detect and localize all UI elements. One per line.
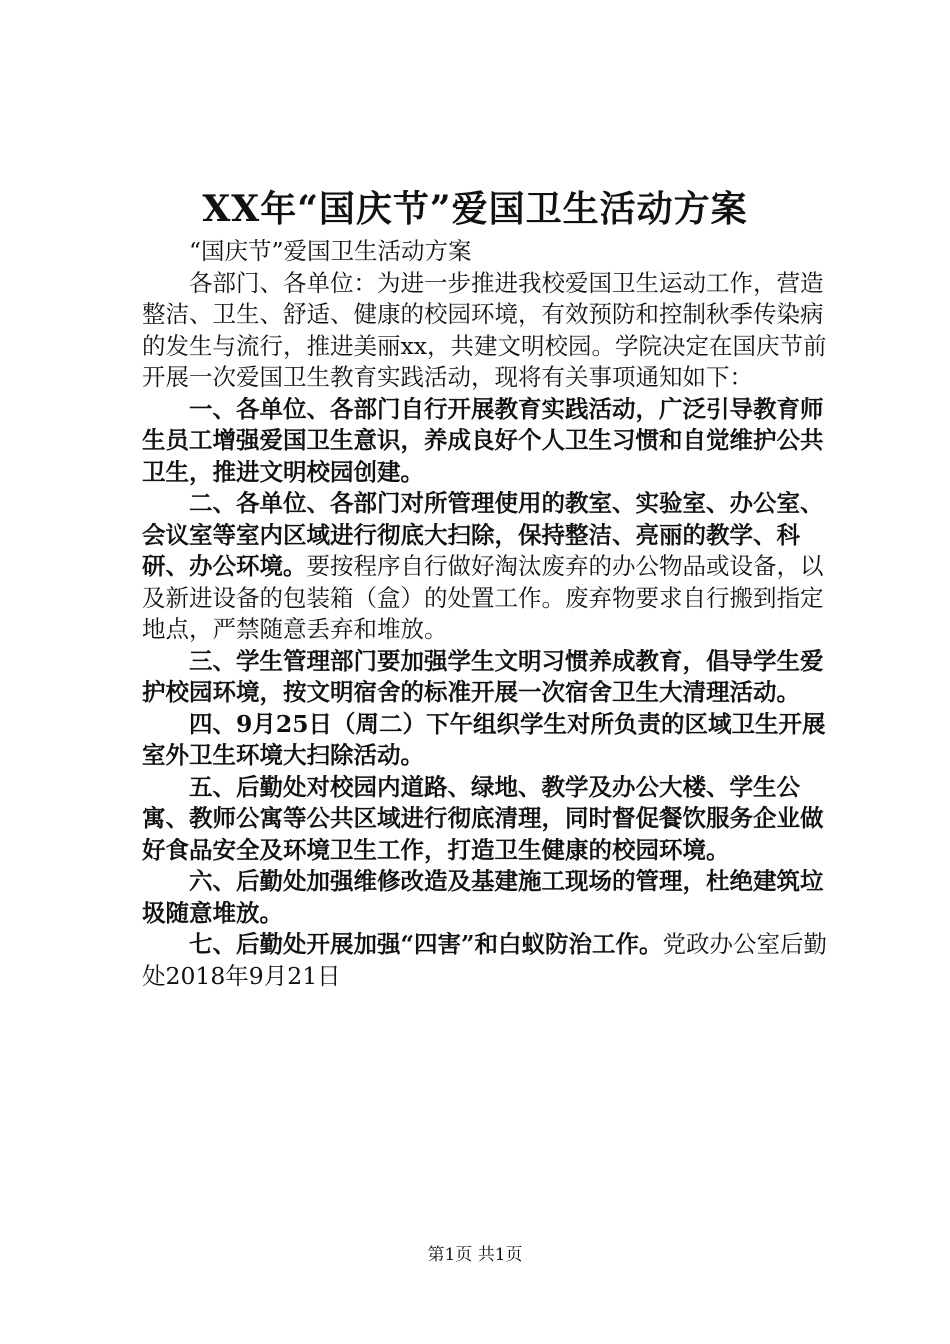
item-2-main-text: 二、各单位、各部门对所管理使用的教室、实验室、办公室、会议室等室内区域进行彻底大扫除，保持整洁、亮丽的教学、科研、办公环境。: [142, 489, 824, 580]
signature-text: 党政办公室后勤处2018年9月21日: [142, 930, 828, 990]
document-title: XX年“国庆节”爱国卫生活动方案: [202, 188, 748, 230]
page-footer: 第1页 共1页: [427, 1245, 523, 1265]
document-body: [142, 236, 832, 992]
intro-paragraph: 各部门、各单位：为进一步推进我校爱国卫生运动工作，营造整洁、卫生、舒适、健康的校园环境，有效预防和控制秋季传染病的发生与流行，推进美丽xx，共建文明校园。学院决定在国庆节前开展一次爱国卫生教育实践活动，现将有关事项通知如下：: [142, 268, 827, 391]
item-7-paragraph: [142, 929, 832, 992]
item-2-tail-text: 要按程序自行做好淘汰废弃的办公物品或设备，以及新进设备的包装箱（盒）的处置工作。废弃物要求自行搬到指定地点，严禁随意丢弃和堆放。: [142, 552, 824, 643]
item-1-paragraph: 一、各单位、各部门自行开展教育实践活动，广泛引导教育师生员工增强爱国卫生意识，养成良好个人卫生习惯和自觉维护公共卫生，推进文明校园创建。: [142, 394, 824, 486]
item-7-main-text: 七、后勤处开展加强“四害”和白蚁防治工作。: [189, 930, 663, 958]
item-4-paragraph: 四、9月25日（周二）下午组织学生对所负责的区域卫生开展室外卫生环境大扫除活动。: [142, 709, 826, 769]
document-subtitle: “国庆节”爱国卫生活动方案: [189, 237, 472, 265]
item-2-paragraph: [142, 488, 832, 646]
item-6-paragraph: 六、后勤处加强维修改造及基建施工现场的管理，杜绝建筑垃圾随意堆放。: [142, 867, 824, 927]
item-5-paragraph: 五、后勤处对校园内道路、绿地、教学及办公大楼、学生公寓、教师公寓等公共区域进行彻底清理，同时督促餐饮服务企业做好食品安全及环境卫生工作，打造卫生健康的校园环境。: [142, 772, 824, 864]
item-3-paragraph: 三、学生管理部门要加强学生文明习惯养成教育，倡导学生爱护校园环境，按文明宿舍的标准开展一次宿舍卫生大清理活动。: [142, 646, 824, 706]
